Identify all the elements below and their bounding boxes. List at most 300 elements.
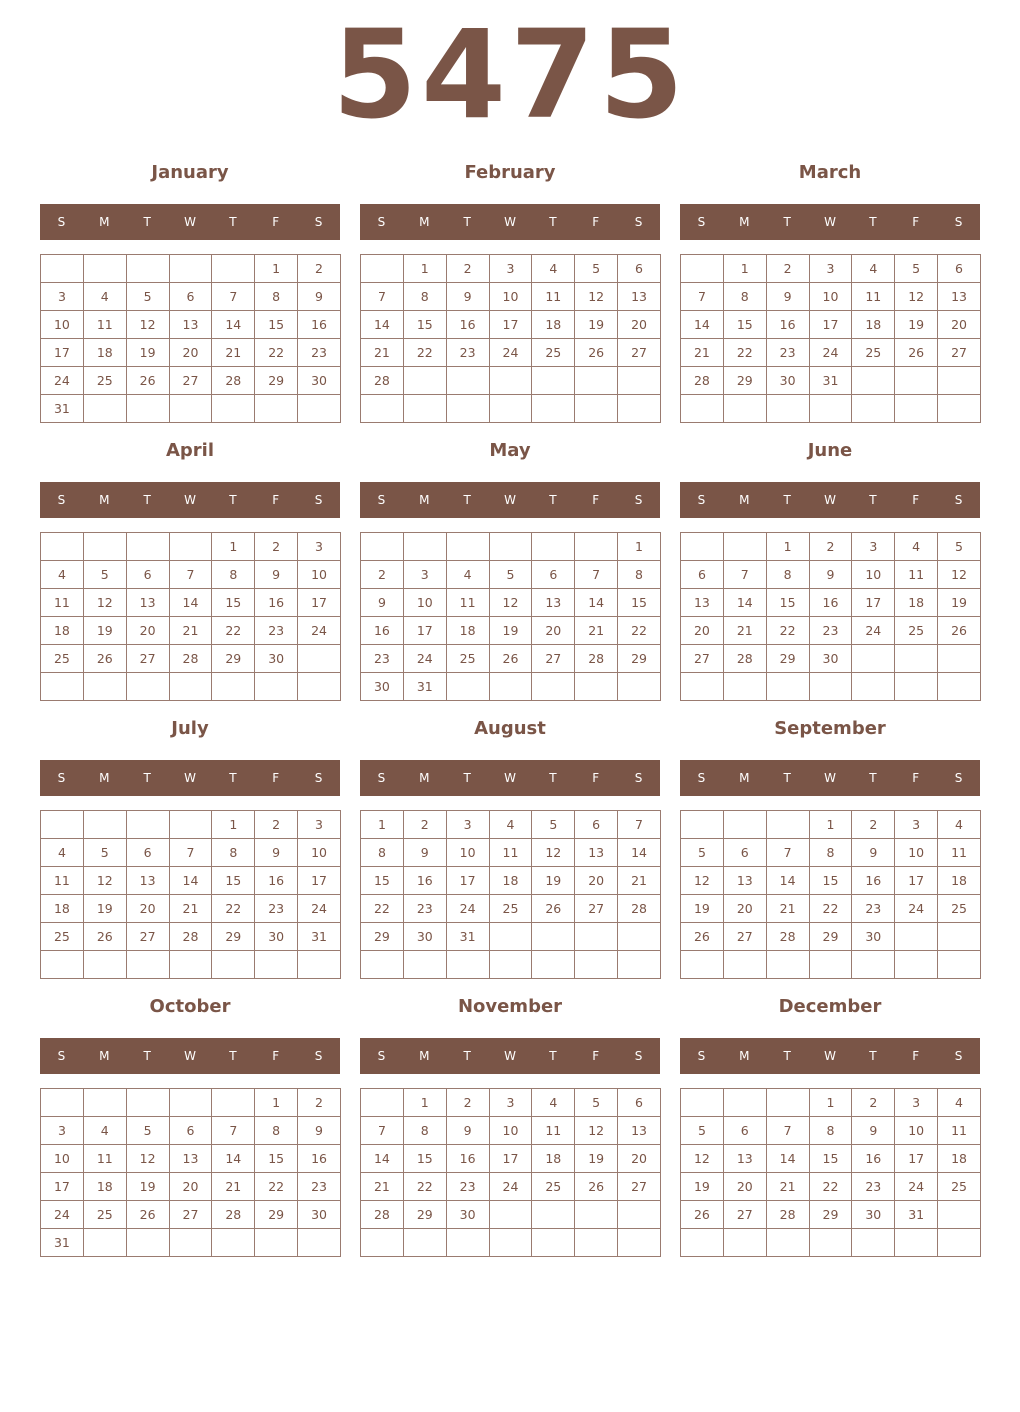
day-cell: 8 bbox=[255, 1117, 298, 1145]
day-cell: 22 bbox=[212, 617, 255, 645]
day-cell: 1 bbox=[255, 1089, 298, 1117]
day-cell: 9 bbox=[766, 283, 809, 311]
weekday-label: F bbox=[272, 493, 280, 507]
weekday-header bbox=[680, 760, 980, 796]
day-cell: 31 bbox=[41, 395, 84, 423]
weekday-label: W bbox=[824, 771, 836, 785]
day-cell: 1 bbox=[766, 533, 809, 561]
weekday-header bbox=[360, 1038, 660, 1074]
day-cell: 20 bbox=[169, 339, 212, 367]
day-cell: 12 bbox=[938, 561, 981, 589]
day-cell: 17 bbox=[852, 589, 895, 617]
day-cell: 8 bbox=[212, 839, 255, 867]
day-cell: 23 bbox=[403, 895, 446, 923]
day-cell: 9 bbox=[298, 1117, 341, 1145]
weekday-label: M bbox=[739, 1049, 750, 1063]
day-cell: 1 bbox=[255, 255, 298, 283]
day-cell: 22 bbox=[403, 1173, 446, 1201]
weekday-label: M bbox=[419, 1049, 430, 1063]
day-cell: 10 bbox=[895, 1117, 938, 1145]
empty-cell bbox=[766, 951, 809, 979]
day-cell: 4 bbox=[852, 255, 895, 283]
day-cell: 1 bbox=[403, 255, 446, 283]
weekday-label: T bbox=[229, 493, 237, 507]
day-cell: 27 bbox=[938, 339, 981, 367]
day-cell: 27 bbox=[169, 1201, 212, 1229]
empty-cell bbox=[403, 367, 446, 395]
day-cell: 17 bbox=[403, 617, 446, 645]
day-cell: 29 bbox=[403, 1201, 446, 1229]
day-cell: 15 bbox=[618, 589, 661, 617]
weekday-header bbox=[680, 1038, 980, 1074]
week-row bbox=[361, 367, 661, 395]
empty-cell bbox=[446, 367, 489, 395]
day-cell: 23 bbox=[361, 645, 404, 673]
day-cell: 28 bbox=[212, 367, 255, 395]
day-cell: 22 bbox=[618, 617, 661, 645]
day-cell: 21 bbox=[361, 1173, 404, 1201]
week-row bbox=[361, 255, 661, 283]
day-cell: 14 bbox=[361, 311, 404, 339]
empty-cell bbox=[766, 1229, 809, 1257]
empty-cell bbox=[895, 395, 938, 423]
empty-cell bbox=[681, 1089, 724, 1117]
week-row bbox=[41, 951, 341, 979]
week-row bbox=[681, 533, 981, 561]
weekday-label: T bbox=[463, 493, 471, 507]
week-row bbox=[681, 811, 981, 839]
weekday-label: T bbox=[549, 1049, 557, 1063]
empty-cell bbox=[361, 1089, 404, 1117]
day-cell: 26 bbox=[126, 367, 169, 395]
weekday-label: S bbox=[954, 771, 963, 785]
day-cell: 31 bbox=[298, 923, 341, 951]
empty-cell bbox=[446, 951, 489, 979]
day-cell: 14 bbox=[681, 311, 724, 339]
day-cell: 9 bbox=[852, 1117, 895, 1145]
empty-cell bbox=[126, 951, 169, 979]
day-cell: 19 bbox=[575, 1145, 618, 1173]
day-cell: 23 bbox=[766, 339, 809, 367]
empty-cell bbox=[83, 951, 126, 979]
empty-cell bbox=[723, 533, 766, 561]
empty-cell bbox=[852, 673, 895, 701]
week-row bbox=[361, 617, 661, 645]
days-table bbox=[40, 532, 341, 701]
day-cell: 8 bbox=[255, 283, 298, 311]
day-cell: 13 bbox=[618, 283, 661, 311]
day-cell: 3 bbox=[489, 255, 532, 283]
month-title: October bbox=[149, 996, 231, 1017]
week-row bbox=[681, 1145, 981, 1173]
day-cell: 5 bbox=[938, 533, 981, 561]
day-cell: 23 bbox=[446, 339, 489, 367]
empty-cell bbox=[852, 645, 895, 673]
day-cell: 12 bbox=[681, 1145, 724, 1173]
day-cell: 7 bbox=[766, 1117, 809, 1145]
weekday-label: S bbox=[954, 1049, 963, 1063]
week-row bbox=[361, 951, 661, 979]
empty-cell bbox=[83, 395, 126, 423]
day-cell: 10 bbox=[298, 561, 341, 589]
weekday-label: W bbox=[184, 493, 196, 507]
empty-cell bbox=[852, 367, 895, 395]
day-cell: 31 bbox=[809, 367, 852, 395]
week-row bbox=[681, 311, 981, 339]
empty-cell bbox=[681, 255, 724, 283]
day-cell: 24 bbox=[489, 1173, 532, 1201]
empty-cell bbox=[575, 395, 618, 423]
weekday-label: F bbox=[272, 771, 280, 785]
day-cell: 19 bbox=[681, 895, 724, 923]
weekday-label: F bbox=[912, 771, 920, 785]
empty-cell bbox=[723, 811, 766, 839]
days-table bbox=[360, 1088, 661, 1257]
empty-cell bbox=[723, 1089, 766, 1117]
empty-cell bbox=[169, 533, 212, 561]
week-row bbox=[361, 923, 661, 951]
day-cell: 11 bbox=[852, 283, 895, 311]
day-cell: 15 bbox=[809, 1145, 852, 1173]
weekday-label: M bbox=[419, 215, 430, 229]
day-cell: 19 bbox=[575, 311, 618, 339]
day-cell: 19 bbox=[532, 867, 575, 895]
day-cell: 23 bbox=[255, 617, 298, 645]
day-cell: 8 bbox=[361, 839, 404, 867]
day-cell: 27 bbox=[618, 1173, 661, 1201]
day-cell: 20 bbox=[169, 1173, 212, 1201]
day-cell: 31 bbox=[895, 1201, 938, 1229]
day-cell: 21 bbox=[361, 339, 404, 367]
day-cell: 16 bbox=[403, 867, 446, 895]
empty-cell bbox=[41, 673, 84, 701]
empty-cell bbox=[298, 645, 341, 673]
day-cell: 26 bbox=[681, 923, 724, 951]
week-row bbox=[681, 951, 981, 979]
day-cell: 4 bbox=[489, 811, 532, 839]
empty-cell bbox=[169, 395, 212, 423]
day-cell: 1 bbox=[361, 811, 404, 839]
day-cell: 29 bbox=[766, 645, 809, 673]
empty-cell bbox=[766, 395, 809, 423]
week-row bbox=[681, 839, 981, 867]
day-cell: 9 bbox=[852, 839, 895, 867]
day-cell: 19 bbox=[489, 617, 532, 645]
day-cell: 22 bbox=[809, 895, 852, 923]
day-cell: 26 bbox=[938, 617, 981, 645]
day-cell: 5 bbox=[532, 811, 575, 839]
day-cell: 3 bbox=[852, 533, 895, 561]
day-cell: 30 bbox=[255, 923, 298, 951]
day-cell: 25 bbox=[938, 895, 981, 923]
empty-cell bbox=[298, 1229, 341, 1257]
day-cell: 12 bbox=[83, 589, 126, 617]
day-cell: 20 bbox=[126, 617, 169, 645]
day-cell: 6 bbox=[169, 283, 212, 311]
weekday-label: T bbox=[869, 1049, 877, 1063]
empty-cell bbox=[766, 673, 809, 701]
day-cell: 14 bbox=[766, 867, 809, 895]
weekday-label: S bbox=[377, 1049, 386, 1063]
empty-cell bbox=[938, 923, 981, 951]
day-cell: 28 bbox=[169, 923, 212, 951]
day-cell: 25 bbox=[83, 1201, 126, 1229]
weekday-label: S bbox=[314, 493, 323, 507]
day-cell: 28 bbox=[681, 367, 724, 395]
week-row bbox=[41, 1229, 341, 1257]
day-cell: 26 bbox=[895, 339, 938, 367]
empty-cell bbox=[489, 951, 532, 979]
day-cell: 24 bbox=[298, 895, 341, 923]
day-cell: 12 bbox=[126, 1145, 169, 1173]
empty-cell bbox=[575, 951, 618, 979]
empty-cell bbox=[446, 673, 489, 701]
day-cell: 7 bbox=[361, 283, 404, 311]
month-title: December bbox=[778, 996, 882, 1017]
week-row bbox=[41, 255, 341, 283]
day-cell: 4 bbox=[446, 561, 489, 589]
day-cell: 4 bbox=[938, 1089, 981, 1117]
day-cell: 25 bbox=[938, 1173, 981, 1201]
empty-cell bbox=[489, 923, 532, 951]
empty-cell bbox=[681, 533, 724, 561]
week-row bbox=[361, 1145, 661, 1173]
week-row bbox=[361, 673, 661, 701]
week-row bbox=[681, 589, 981, 617]
week-row bbox=[41, 283, 341, 311]
day-cell: 27 bbox=[126, 645, 169, 673]
empty-cell bbox=[126, 395, 169, 423]
day-cell: 6 bbox=[575, 811, 618, 839]
day-cell: 7 bbox=[212, 283, 255, 311]
weekday-label: T bbox=[549, 771, 557, 785]
day-cell: 10 bbox=[489, 1117, 532, 1145]
weekday-label: F bbox=[912, 1049, 920, 1063]
day-cell: 27 bbox=[681, 645, 724, 673]
day-cell: 9 bbox=[255, 839, 298, 867]
day-cell: 25 bbox=[895, 617, 938, 645]
day-cell: 1 bbox=[809, 1089, 852, 1117]
day-cell: 14 bbox=[723, 589, 766, 617]
day-cell: 15 bbox=[403, 311, 446, 339]
day-cell: 30 bbox=[298, 1201, 341, 1229]
day-cell: 25 bbox=[852, 339, 895, 367]
week-row bbox=[681, 617, 981, 645]
day-cell: 12 bbox=[489, 589, 532, 617]
empty-cell bbox=[938, 673, 981, 701]
empty-cell bbox=[403, 395, 446, 423]
week-row bbox=[361, 867, 661, 895]
day-cell: 15 bbox=[361, 867, 404, 895]
day-cell: 21 bbox=[766, 895, 809, 923]
day-cell: 6 bbox=[723, 1117, 766, 1145]
day-cell: 13 bbox=[169, 1145, 212, 1173]
day-cell: 17 bbox=[41, 339, 84, 367]
weekday-label: T bbox=[229, 771, 237, 785]
empty-cell bbox=[809, 395, 852, 423]
week-row bbox=[361, 839, 661, 867]
empty-cell bbox=[489, 533, 532, 561]
day-cell: 17 bbox=[298, 867, 341, 895]
days-table bbox=[680, 532, 981, 701]
weekday-label: T bbox=[549, 215, 557, 229]
days-table bbox=[360, 810, 661, 979]
empty-cell bbox=[575, 367, 618, 395]
day-cell: 10 bbox=[895, 839, 938, 867]
day-cell: 4 bbox=[895, 533, 938, 561]
empty-cell bbox=[809, 951, 852, 979]
empty-cell bbox=[126, 1089, 169, 1117]
weekday-label: S bbox=[634, 1049, 643, 1063]
day-cell: 26 bbox=[532, 895, 575, 923]
weekday-label: F bbox=[592, 1049, 600, 1063]
empty-cell bbox=[403, 951, 446, 979]
weekday-label: M bbox=[99, 1049, 110, 1063]
week-row bbox=[681, 673, 981, 701]
weekday-label: T bbox=[229, 215, 237, 229]
day-cell: 9 bbox=[255, 561, 298, 589]
weekday-label: W bbox=[504, 771, 516, 785]
day-cell: 2 bbox=[255, 533, 298, 561]
day-cell: 18 bbox=[532, 1145, 575, 1173]
empty-cell bbox=[681, 395, 724, 423]
day-cell: 7 bbox=[169, 561, 212, 589]
day-cell: 21 bbox=[212, 1173, 255, 1201]
week-row bbox=[361, 1229, 661, 1257]
day-cell: 11 bbox=[446, 589, 489, 617]
day-cell: 9 bbox=[361, 589, 404, 617]
empty-cell bbox=[298, 395, 341, 423]
week-row bbox=[41, 589, 341, 617]
day-cell: 3 bbox=[403, 561, 446, 589]
week-row bbox=[361, 1089, 661, 1117]
empty-cell bbox=[169, 1089, 212, 1117]
day-cell: 29 bbox=[255, 1201, 298, 1229]
week-row bbox=[361, 339, 661, 367]
week-row bbox=[681, 1173, 981, 1201]
day-cell: 7 bbox=[618, 811, 661, 839]
day-cell: 7 bbox=[575, 561, 618, 589]
day-cell: 14 bbox=[212, 1145, 255, 1173]
day-cell: 27 bbox=[575, 895, 618, 923]
week-row bbox=[41, 367, 341, 395]
empty-cell bbox=[298, 951, 341, 979]
day-cell: 27 bbox=[532, 645, 575, 673]
day-cell: 13 bbox=[575, 839, 618, 867]
day-cell: 2 bbox=[852, 811, 895, 839]
week-row bbox=[41, 1173, 341, 1201]
day-cell: 10 bbox=[403, 589, 446, 617]
day-cell: 29 bbox=[723, 367, 766, 395]
days-table bbox=[680, 1088, 981, 1257]
day-cell: 5 bbox=[83, 561, 126, 589]
empty-cell bbox=[489, 395, 532, 423]
week-row bbox=[41, 617, 341, 645]
day-cell: 16 bbox=[298, 311, 341, 339]
day-cell: 6 bbox=[126, 839, 169, 867]
year-title: 5475 bbox=[332, 4, 688, 146]
day-cell: 5 bbox=[83, 839, 126, 867]
day-cell: 1 bbox=[723, 255, 766, 283]
empty-cell bbox=[575, 533, 618, 561]
day-cell: 4 bbox=[83, 1117, 126, 1145]
day-cell: 5 bbox=[681, 1117, 724, 1145]
week-row bbox=[681, 923, 981, 951]
week-row bbox=[361, 533, 661, 561]
days-table bbox=[680, 254, 981, 423]
weekday-label: T bbox=[143, 493, 151, 507]
day-cell: 7 bbox=[212, 1117, 255, 1145]
day-cell: 20 bbox=[618, 1145, 661, 1173]
empty-cell bbox=[212, 255, 255, 283]
week-row bbox=[41, 1201, 341, 1229]
day-cell: 11 bbox=[41, 589, 84, 617]
day-cell: 27 bbox=[169, 367, 212, 395]
day-cell: 13 bbox=[126, 589, 169, 617]
empty-cell bbox=[403, 1229, 446, 1257]
empty-cell bbox=[169, 951, 212, 979]
week-row bbox=[41, 395, 341, 423]
day-cell: 23 bbox=[298, 1173, 341, 1201]
empty-cell bbox=[895, 645, 938, 673]
weekday-header bbox=[360, 760, 660, 796]
day-cell: 18 bbox=[852, 311, 895, 339]
day-cell: 25 bbox=[83, 367, 126, 395]
day-cell: 17 bbox=[489, 1145, 532, 1173]
weekday-label: M bbox=[419, 493, 430, 507]
day-cell: 3 bbox=[446, 811, 489, 839]
day-cell: 18 bbox=[41, 895, 84, 923]
day-cell: 18 bbox=[446, 617, 489, 645]
day-cell: 5 bbox=[895, 255, 938, 283]
day-cell: 13 bbox=[169, 311, 212, 339]
day-cell: 23 bbox=[852, 1173, 895, 1201]
day-cell: 30 bbox=[446, 1201, 489, 1229]
day-cell: 26 bbox=[575, 339, 618, 367]
weekday-label: F bbox=[912, 215, 920, 229]
day-cell: 22 bbox=[255, 1173, 298, 1201]
day-cell: 30 bbox=[766, 367, 809, 395]
week-row bbox=[681, 645, 981, 673]
day-cell: 6 bbox=[532, 561, 575, 589]
weekday-label: T bbox=[869, 771, 877, 785]
day-cell: 11 bbox=[895, 561, 938, 589]
day-cell: 28 bbox=[618, 895, 661, 923]
empty-cell bbox=[618, 1201, 661, 1229]
weekday-label: W bbox=[824, 215, 836, 229]
day-cell: 15 bbox=[723, 311, 766, 339]
day-cell: 15 bbox=[403, 1145, 446, 1173]
day-cell: 30 bbox=[403, 923, 446, 951]
day-cell: 20 bbox=[681, 617, 724, 645]
day-cell: 21 bbox=[723, 617, 766, 645]
weekday-label: S bbox=[697, 1049, 706, 1063]
day-cell: 3 bbox=[298, 533, 341, 561]
day-cell: 17 bbox=[809, 311, 852, 339]
day-cell: 8 bbox=[403, 283, 446, 311]
day-cell: 19 bbox=[895, 311, 938, 339]
day-cell: 16 bbox=[361, 617, 404, 645]
day-cell: 2 bbox=[852, 1089, 895, 1117]
week-row bbox=[41, 895, 341, 923]
day-cell: 17 bbox=[41, 1173, 84, 1201]
day-cell: 9 bbox=[298, 283, 341, 311]
day-cell: 23 bbox=[298, 339, 341, 367]
day-cell: 21 bbox=[169, 617, 212, 645]
day-cell: 4 bbox=[532, 1089, 575, 1117]
empty-cell bbox=[723, 1229, 766, 1257]
weekday-header bbox=[40, 204, 340, 240]
